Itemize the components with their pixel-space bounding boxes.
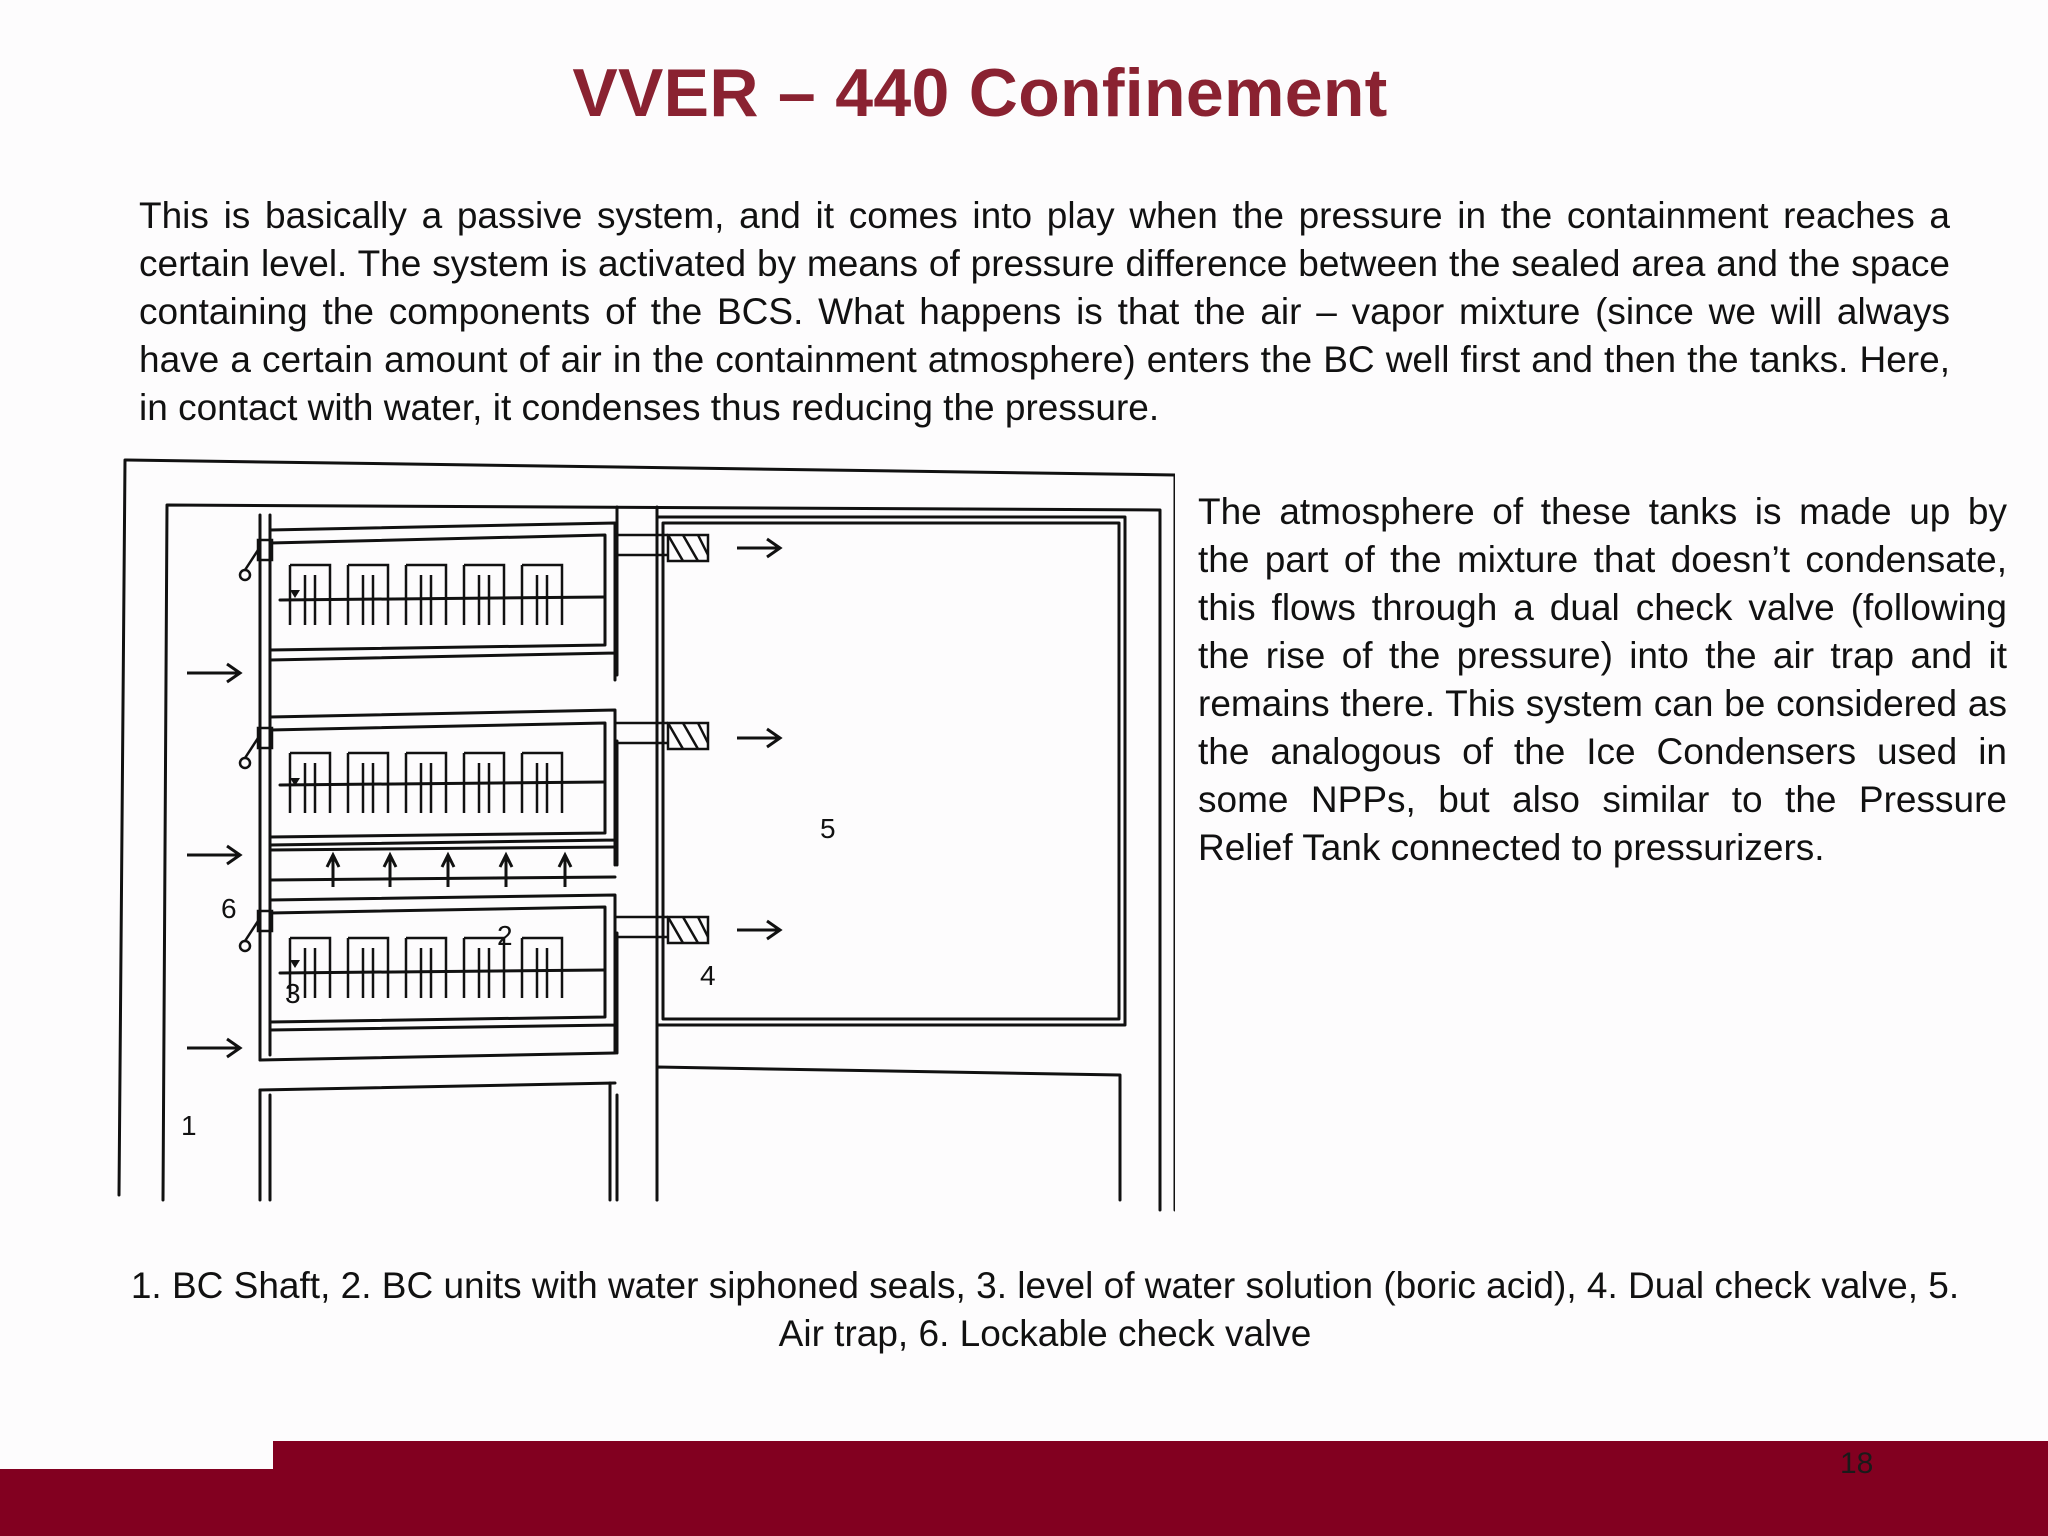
label-4-check-valve: 4 [700, 960, 716, 991]
flow-arrows [187, 539, 780, 1057]
label-5-air-trap: 5 [820, 813, 836, 844]
footer-notch [0, 1441, 273, 1469]
lower-box [657, 1067, 1120, 1200]
figure-caption: 1. BC Shaft, 2. BC units with water siphoned seals, 3. level of water solution (boric acid), 4. Dual check valve, 5. Air trap, 6. Lockable check valve [130, 1265, 1960, 1354]
footer-bar [0, 1441, 2048, 1536]
label-3-water-level: 3 [285, 978, 301, 1009]
lockable-check-valves [240, 540, 272, 951]
outer-wall [119, 460, 1175, 1210]
intro-paragraph: This is basically a passive system, and it comes into play when the pressure in the containment reaches a certain level. The system is activated by means of pressure difference between the sealed area and the space containing the components of the BCS. What happens is that the air – vapor mixture (since we will always have a certain amount of air in the containment atmosphere) enters the BC well first and then the tanks. Here, in contact with water, it condenses thus reducing the pressure. [139, 195, 1950, 428]
air-trap-box [657, 517, 1125, 1025]
slide-title: VVER – 440 Confinement [572, 55, 1388, 131]
seals-row-3 [290, 938, 562, 998]
siphon-seals [290, 565, 562, 998]
bc-system-diagram [115, 455, 1175, 1215]
seals-row-1 [290, 565, 562, 625]
label-1-shaft: 1 [181, 1110, 197, 1141]
label-6-lockable-valve: 6 [221, 893, 237, 924]
page-number: 18 [1840, 1447, 1874, 1480]
side-paragraph: The atmosphere of these tanks is made up by the part of the mixture that doesn’t condensate, this flows through a dual check valve (following the rise of the pressure) into the air trap and it remains there. This system can be considered as the analogous of the Ice Condensers used in some NPPs, but also similar to the Pressure Relief Tank connected to pressurizers. [1198, 491, 2007, 868]
label-2-bc-units: 2 [497, 920, 513, 951]
